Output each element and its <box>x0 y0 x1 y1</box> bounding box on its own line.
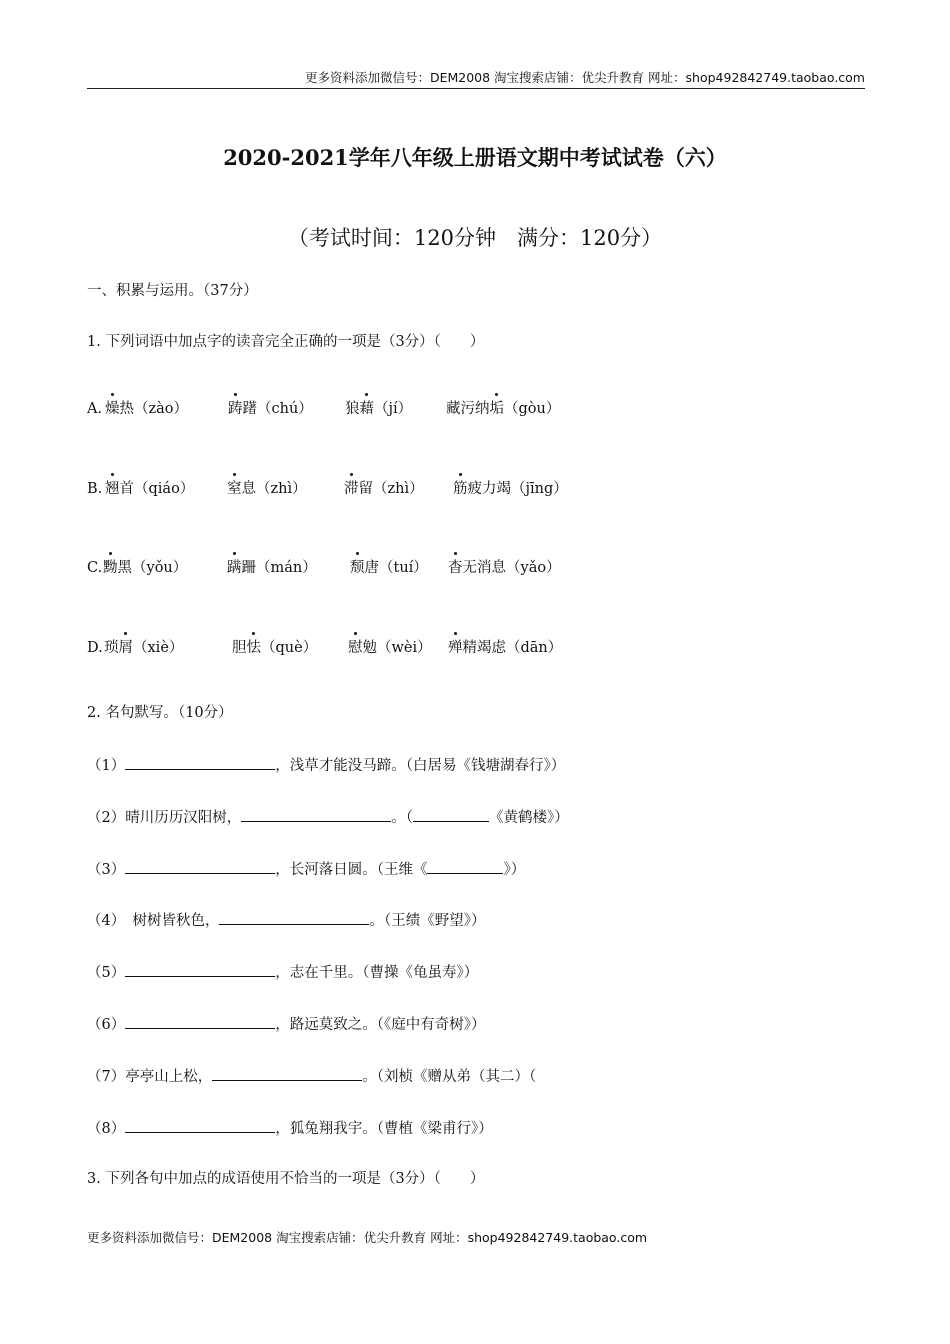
item-pinyin: （jí） <box>374 401 413 417</box>
option-item <box>104 638 183 658</box>
q2-line-7 <box>87 1065 536 1087</box>
item-pinyin: （dān） <box>506 640 563 656</box>
q2-line-6 <box>87 1013 485 1035</box>
option-item <box>345 399 412 419</box>
answer-blank[interactable] <box>125 961 275 977</box>
option-item <box>227 479 307 499</box>
option-label: D. <box>87 640 103 656</box>
line-number: （8） <box>87 1121 126 1137</box>
option-item <box>228 399 313 419</box>
dotted-char: 殚 <box>448 640 463 656</box>
dotted-char: 滞 <box>344 481 359 497</box>
q2-line-4 <box>87 909 485 931</box>
q2-line-2 <box>87 806 569 828</box>
item-pinyin: （yǒu） <box>132 560 188 576</box>
answer-blank[interactable] <box>212 1065 362 1081</box>
item-pinyin: （zào） <box>134 401 189 417</box>
exam-title: 2020-2021学年八年级上册语文期中考试试卷（六） <box>223 145 727 170</box>
item-pinyin: （wèi） <box>377 640 432 656</box>
line-text-b: ，浅草才能没马蹄。（白居易《钱塘湖春行》） <box>275 758 566 774</box>
line-text-b: 。（ <box>391 810 413 826</box>
answer-blank[interactable] <box>241 806 391 822</box>
question-1-stem: 1. 下列词语中加点字的读音完全正确的一项是（3分）（ ） <box>87 334 485 350</box>
q2-line-8 <box>87 1117 493 1139</box>
option-item <box>105 399 188 419</box>
dotted-char: 藉 <box>359 401 374 417</box>
item-post: 热 <box>119 401 134 417</box>
item-post: 勉 <box>362 640 377 656</box>
item-pinyin: （gòu） <box>504 401 561 417</box>
page-footer: 更多资料添加微信号：DEM2008 淘宝搜索店铺：优尖升教育 网址：shop492842749.taobao.com <box>87 1230 648 1245</box>
answer-blank[interactable] <box>125 1117 275 1133</box>
answer-blank[interactable] <box>219 909 369 925</box>
option-item <box>448 638 562 658</box>
option-item <box>227 558 317 578</box>
line-text-b: ，长河落日圆。（王维《 <box>275 862 428 878</box>
dotted-char: 杳 <box>448 560 463 576</box>
item-post: 跚 <box>241 560 256 576</box>
item-post: 唐 <box>364 560 379 576</box>
dotted-char: 踌 <box>228 401 243 417</box>
option-item <box>232 638 317 658</box>
option-item <box>105 479 194 499</box>
item-pre: 琐 <box>104 640 119 656</box>
item-pinyin: （zhì） <box>256 481 307 497</box>
dotted-char: 窒 <box>227 481 242 497</box>
item-post: 精竭虑 <box>462 640 506 656</box>
dotted-char: 燥 <box>105 401 120 417</box>
question-3-stem: 3. 下列各句中加点的成语使用不恰当的一项是（3分）（ ） <box>87 1171 485 1187</box>
item-pinyin: （tuí） <box>379 560 428 576</box>
line-text-b: ，狐兔翔我宇。（曹植《梁甫行》） <box>275 1121 493 1137</box>
q2-line-3 <box>87 858 525 880</box>
item-pre: 狼 <box>345 401 360 417</box>
dotted-char: 屑 <box>118 640 133 656</box>
section-1-heading: 一、积累与运用。（37分） <box>87 283 258 299</box>
item-post: 黑 <box>117 560 132 576</box>
dotted-char: 颓 <box>350 560 365 576</box>
dotted-char: 垢 <box>489 401 504 417</box>
item-pinyin: （xiè） <box>133 640 184 656</box>
dotted-char: 蹒 <box>227 560 242 576</box>
line-text-b: ，志在千里。（曹操《龟虽寿》） <box>275 965 479 981</box>
option-item <box>350 558 428 578</box>
line-text-a: 晴川历历汉阳树， <box>125 810 242 826</box>
line-text-a: 树树皆秋色， <box>117 913 220 929</box>
line-number: （3） <box>87 862 126 878</box>
item-pinyin: （mán） <box>256 560 317 576</box>
item-post: 留 <box>358 481 373 497</box>
line-number: （5） <box>87 965 126 981</box>
exam-subtitle: （考试时间：120分钟 满分：120分） <box>287 226 663 250</box>
line-text-c: 《黄鹤楼》） <box>488 810 569 826</box>
dotted-char: 翘 <box>105 481 120 497</box>
line-number: （4） <box>87 913 118 929</box>
item-pinyin: （yǎo） <box>506 560 561 576</box>
dotted-char: 黝 <box>103 560 118 576</box>
item-post: 息 <box>241 481 256 497</box>
option-item <box>348 638 432 658</box>
item-pinyin: （què） <box>261 640 318 656</box>
item-pre: 胆 <box>232 640 247 656</box>
option-item <box>448 558 561 578</box>
item-pinyin: （jīng） <box>511 481 568 497</box>
q2-line-1 <box>87 754 565 776</box>
question-2-stem: 2. 名句默写。（10分） <box>87 705 233 721</box>
line-number: （6） <box>87 1017 126 1033</box>
answer-blank[interactable] <box>125 1013 275 1029</box>
option-item <box>344 479 424 499</box>
item-pinyin: （chú） <box>257 401 313 417</box>
title-blank[interactable] <box>427 858 503 874</box>
option-item <box>103 558 187 578</box>
item-post: 首 <box>119 481 134 497</box>
option-item <box>453 479 568 499</box>
line-number: （2） <box>87 810 126 826</box>
option-item <box>446 399 560 419</box>
option-label: C. <box>87 560 103 576</box>
item-pinyin: （qiáo） <box>134 481 195 497</box>
author-blank[interactable] <box>413 806 489 822</box>
answer-blank[interactable] <box>125 754 275 770</box>
answer-blank[interactable] <box>125 858 275 874</box>
item-post: 疲力竭 <box>467 481 511 497</box>
line-text-b: 。（刘桢《赠从弟（其二）（ <box>362 1069 537 1085</box>
dotted-char: 慰 <box>348 640 363 656</box>
dotted-char: 筋 <box>453 481 468 497</box>
item-pinyin: （zhì） <box>373 481 424 497</box>
item-post: 无消息 <box>462 560 506 576</box>
line-text-c: 》） <box>503 862 526 878</box>
option-label: A. <box>87 401 103 417</box>
option-label: B. <box>87 481 103 497</box>
item-pre: 藏污纳 <box>446 401 490 417</box>
page-header: 更多资料添加微信号：DEM2008 淘宝搜索店铺：优尖升教育 网址：shop492842749.taobao.com <box>87 68 865 89</box>
line-number: （7） <box>87 1069 126 1085</box>
line-text-b: 。（王绩《野望》） <box>369 913 486 929</box>
line-text-a: 亭亭山上松， <box>125 1069 213 1085</box>
dotted-char: 怯 <box>246 640 261 656</box>
line-text-b: ，路远莫致之。（《庭中有奇树》） <box>275 1017 486 1033</box>
item-post: 躇 <box>242 401 257 417</box>
q2-line-5 <box>87 961 478 983</box>
line-number: （1） <box>87 758 126 774</box>
